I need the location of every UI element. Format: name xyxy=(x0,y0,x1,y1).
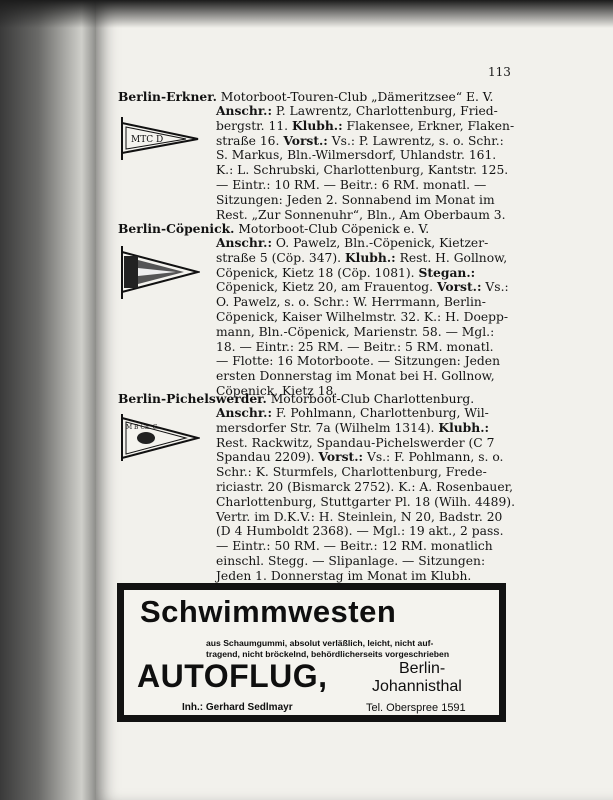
club-pennant-icon xyxy=(118,115,200,161)
ad-city: Berlin- xyxy=(399,660,446,677)
entry-header xyxy=(118,221,429,236)
entry-line: Cöpenick, Kietz 18 (Cöp. 1081). Stegan.: xyxy=(216,264,476,280)
pennant-letters: MTC D xyxy=(131,135,164,145)
entry-line: Sitzungen: Jeden 2. Sonnabend im Monat im xyxy=(216,192,495,207)
entry-line: O. Pawelz, s. o. Schr.: W. Herrmann, Berlin- xyxy=(216,295,486,310)
page-number: 113 xyxy=(488,65,511,79)
entry-location: Berlin-Cöpenick. xyxy=(118,221,235,236)
entry-line: mann, Bln.-Cöpenick, Marienstr. 58. — Mgl.: xyxy=(216,324,495,339)
entry-location: Berlin-Pichelswerder. xyxy=(118,391,267,406)
entry-line: Charlottenburg, Stuttgarter Pl. 18 (Wilh. 4489). xyxy=(216,494,515,509)
ad-subtitle-line: tragend, nicht bröckelnd, behördlicherseits vorgeschrieben xyxy=(206,649,450,659)
advertisement-panel xyxy=(124,590,499,715)
entry-line: 18. — Eintr.: 25 RM. — Beitr.: 5 RM. monatl. xyxy=(216,339,494,354)
previous-page-edge xyxy=(0,0,96,800)
entry-line: K.: L. Schrubski, Charlottenburg, Kantstr. 125. xyxy=(216,163,509,178)
entry-line: Cöpenick, Kietz 18. xyxy=(216,383,338,398)
entry-line: bergstr. 11. Klubh.: Flakensee, Erkner, Flaken- xyxy=(216,117,515,133)
entry-details xyxy=(216,236,513,399)
entry-line: straße 16. Vorst.: Vs.: P. Lawrentz, s. o. Schr.: xyxy=(216,132,504,148)
entry-details xyxy=(216,406,513,584)
entry-line: S. Markus, Bln.-Wilmersdorf, Uhlandstr. 161. xyxy=(216,148,497,163)
entry-club-name: Motorboot-Club Charlottenburg. xyxy=(270,392,475,406)
entry-line: Anschr.: F. Pohlmann, Charlottenburg, Wil- xyxy=(216,405,489,420)
ad-subtitle xyxy=(206,638,496,660)
entry-club-name: Motorboot-Club Cöpenick e. V. xyxy=(238,222,430,236)
entry-club-name: Motorboot-Touren-Club „Dämeritzsee“ E. V. xyxy=(220,90,494,104)
entry-line: mersdorfer Str. 7a (Wilhelm 1314). Klubh.: xyxy=(216,419,490,435)
advertisement xyxy=(117,583,506,722)
entry-line: Anschr.: P. Lawrentz, Charlottenburg, Fried- xyxy=(216,103,498,118)
club-pennant-icon xyxy=(118,412,200,462)
entry-line: Rest. „Zur Sonnenuhr“, Bln., Am Oberbaum 3. xyxy=(216,207,506,222)
entry-line: — Flotte: 16 Motorboote. — Sitzungen: Jeden xyxy=(216,354,500,369)
ad-city: Johannisthal xyxy=(372,678,462,695)
entry-line: ersten Donnerstag im Monat bei H. Gollnow, xyxy=(216,369,495,384)
entry-line: Vertr. im D.K.V.: H. Steinlein, N 20, Badstr. 20 xyxy=(216,509,503,524)
ad-title: Schwimmwesten xyxy=(140,594,397,629)
entry-line: (D 4 Humboldt 2368). — Mgl.: 19 akt., 2 pass. xyxy=(216,524,504,539)
entry-line: einschl. Stegg. — Slipanlage. — Sitzungen: xyxy=(216,553,486,568)
ad-subtitle-line: aus Schaumgummi, absolut verläßlich, leicht, nicht auf- xyxy=(206,638,434,648)
ad-owner: Inh.: Gerhard Sedlmayr xyxy=(182,702,293,713)
entry-line: Schr.: K. Sturmfels, Charlottenburg, Frede- xyxy=(216,465,487,480)
entry-line: riciastr. 20 (Bismarck 2752). K.: A. Rosenbauer, xyxy=(216,479,514,494)
ad-brand: AUTOFLUG, xyxy=(137,658,328,694)
entry-location: Berlin-Erkner. xyxy=(118,89,217,104)
entry-line: straße 5 (Cöp. 347). Klubh.: Rest. H. Gollnow, xyxy=(216,249,508,265)
club-pennant-icon xyxy=(118,244,200,300)
entry-line: Cöpenick, Kietz 20, am Frauentog. Vorst.: Vs.: xyxy=(216,279,509,295)
entry-details xyxy=(216,104,513,222)
scan-shadow xyxy=(0,0,613,28)
entry-line: Spandau 2209). Vorst.: Vs.: F. Pohlmann, s. o. xyxy=(216,449,504,465)
entry-header xyxy=(118,89,493,104)
entry-line: Rest. Rackwitz, Spandau-Pichelswerder (C 7 xyxy=(216,435,495,450)
ad-phone: Tel. Oberspree 1591 xyxy=(366,702,466,714)
entry-header xyxy=(118,391,474,406)
entry-line: — Eintr.: 50 RM. — Beitr.: 12 RM. monatlich xyxy=(216,539,493,554)
entry-line: — Eintr.: 10 RM. — Beitr.: 6 RM. monatl. — xyxy=(216,177,487,192)
pennant-letters: M B Ch. C. xyxy=(126,424,159,431)
entry-line: Cöpenick, Kaiser Wilhelmstr. 32. K.: H. Doepp- xyxy=(216,309,509,324)
entry-line: Jeden 1. Donnerstag im Monat im Klubh. xyxy=(216,568,472,583)
entry-line: Anschr.: O. Pawelz, Bln.-Cöpenick, Kietzer- xyxy=(216,235,489,250)
